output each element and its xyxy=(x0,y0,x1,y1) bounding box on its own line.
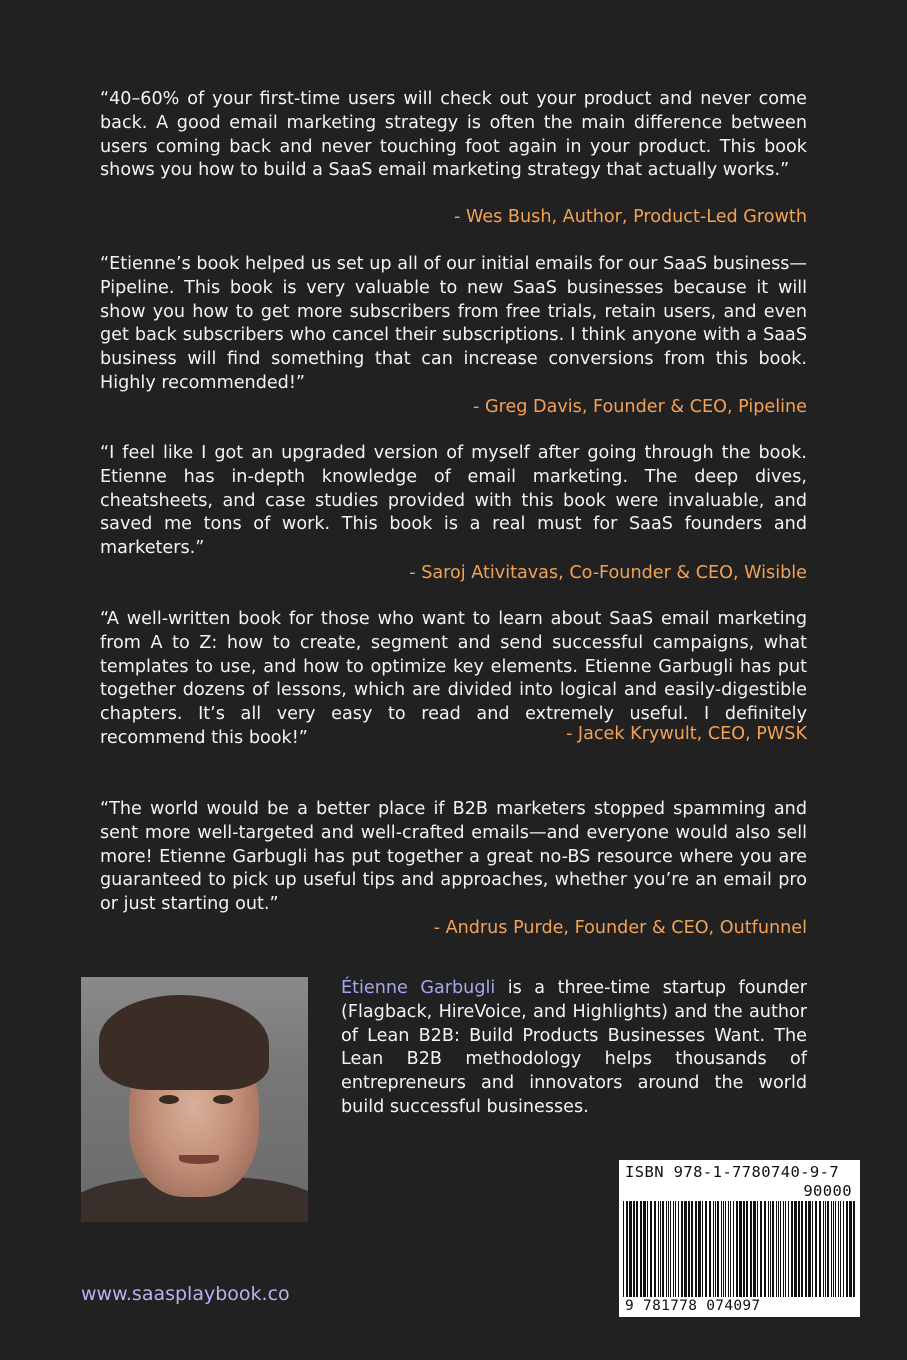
barcode-bar xyxy=(730,1201,731,1297)
testimonial-quote: “40–60% of your first-time users will check out your product and never come back. A good email marketing strategy is often the main difference between users coming back and never touching foot again in your product. This book shows you how to build a SaaS email marketing strategy that actually works.” xyxy=(100,89,807,181)
barcode-bar xyxy=(647,1201,648,1297)
barcode-bar xyxy=(666,1201,667,1297)
barcode-bar xyxy=(728,1201,729,1297)
barcode-bar xyxy=(702,1201,703,1297)
barcode-bar xyxy=(717,1201,719,1297)
barcode-bar xyxy=(643,1201,646,1297)
barcode-bars xyxy=(623,1201,856,1297)
price-code: 90000 xyxy=(803,1182,852,1200)
barcode-bar xyxy=(713,1201,714,1297)
barcode-bar xyxy=(654,1201,656,1297)
barcode-bar xyxy=(801,1201,803,1297)
barcode-bar xyxy=(753,1201,756,1297)
barcode-bar xyxy=(788,1201,789,1297)
barcode-bar xyxy=(678,1201,679,1297)
barcode-bar xyxy=(764,1201,766,1297)
author-bio-text: is a three-time startup founder (Flagback, HireVoice, and Highlights) and the author of Lean B2B: Build Products Businesses Want. The Lean B2B methodology helps thousands of entrepreneurs and innovators around the world build successful businesses. xyxy=(341,978,807,1117)
barcode-bar xyxy=(658,1201,659,1297)
barcode-bar xyxy=(805,1201,807,1297)
barcode-bar xyxy=(768,1201,769,1297)
barcode-bar xyxy=(785,1201,786,1297)
barcode-bar xyxy=(827,1201,829,1297)
barcode-bar xyxy=(698,1201,701,1297)
barcode-bar xyxy=(798,1201,800,1297)
author-photo xyxy=(81,977,308,1222)
barcode-bar xyxy=(650,1201,652,1297)
barcode-bar xyxy=(675,1201,676,1297)
testimonial-attribution: - Wes Bush, Author, Product-Led Growth xyxy=(454,207,807,227)
barcode-bar xyxy=(849,1201,852,1297)
barcode-bar xyxy=(721,1201,722,1297)
barcode-bar xyxy=(633,1201,635,1297)
barcode-bar xyxy=(843,1201,844,1297)
barcode-bar xyxy=(770,1201,771,1297)
barcode-bar xyxy=(725,1201,726,1297)
barcode-bar xyxy=(743,1201,745,1297)
barcode-bar xyxy=(739,1201,742,1297)
barcode-bar xyxy=(846,1201,848,1297)
barcode-bar xyxy=(833,1201,834,1297)
barcode-bar xyxy=(808,1201,811,1297)
isbn-barcode xyxy=(619,1160,860,1317)
barcode-bar xyxy=(668,1201,669,1297)
barcode-bar xyxy=(776,1201,777,1297)
barcode-bar xyxy=(812,1201,813,1297)
barcode-bar xyxy=(791,1201,793,1297)
barcode-bar xyxy=(780,1201,781,1297)
barcode-bar xyxy=(695,1201,697,1297)
barcode-bar xyxy=(840,1201,841,1297)
testimonial-quote: “A well-written book for those who want to learn about SaaS email marketing from A to Z: how to create, segment and send successful campaigns, what templates to use, and how to optimize key elements. Etienne Garbugli has put together dozens of lessons, which are divided into logical and easily-digestible chapters. It’s all very easy to read and extremely useful. I definitely recommend this book!” xyxy=(100,609,807,748)
testimonial-attribution: - Greg Davis, Founder & CEO, Pipeline xyxy=(473,397,807,417)
barcode-bar xyxy=(825,1201,826,1297)
barcode-bar xyxy=(823,1201,824,1297)
testimonial-attribution: - Saroj Ativitavas, Co-Founder & CEO, Wisible xyxy=(409,563,807,583)
barcode-bar xyxy=(794,1201,797,1297)
barcode-bar xyxy=(660,1201,661,1297)
barcode-bar xyxy=(681,1201,683,1297)
barcode-bar xyxy=(723,1201,724,1297)
barcode-bar xyxy=(815,1201,817,1297)
barcode-bar xyxy=(662,1201,664,1297)
barcode-bar xyxy=(778,1201,779,1297)
barcode-bar xyxy=(715,1201,716,1297)
barcode-bar xyxy=(733,1201,734,1297)
barcode-bar xyxy=(626,1201,628,1297)
barcode-bar xyxy=(838,1201,839,1297)
barcode-bar xyxy=(688,1201,690,1297)
barcode-bar xyxy=(835,1201,836,1297)
barcode-bar xyxy=(673,1201,674,1297)
barcode-bar xyxy=(640,1201,642,1297)
barcode-bar xyxy=(705,1201,707,1297)
testimonial-quote: “Etienne’s book helped us set up all of our initial emails for our SaaS business—Pipeline. This book is very valuable to new SaaS businesses because it will show you how to get more subscribers from free trials, retain users, and even get back subscribers who cancel their subscriptions. I think anyone with a SaaS business will find something that can increase conversions from this book. Highly recommended!” xyxy=(100,254,807,393)
barcode-bar xyxy=(819,1201,821,1297)
barcode-bar xyxy=(629,1201,632,1297)
author-bio xyxy=(341,977,807,1120)
testimonial-attribution: - Andrus Purde, Founder & CEO, Outfunnel xyxy=(433,918,807,938)
barcode-bar xyxy=(736,1201,738,1297)
barcode-digits: 9 781778 074097 xyxy=(625,1298,761,1314)
barcode-bar xyxy=(670,1201,671,1297)
barcode-bar xyxy=(760,1201,762,1297)
barcode-bar xyxy=(709,1201,711,1297)
barcode-bar xyxy=(757,1201,758,1297)
testimonial-quote: “I feel like I got an upgraded version of myself after going through the book. Etienne has in-depth knowledge of email marketing. The deep dives, cheatsheets, and case studies provided with this book were invaluable, and saved me tons of work. This book is a real must for SaaS founders and marketers.” xyxy=(100,443,807,559)
barcode-bar xyxy=(783,1201,784,1297)
barcode-bar xyxy=(746,1201,748,1297)
testimonial-attribution: - Jacek Krywult, CEO, PWSK xyxy=(565,724,807,744)
website-link[interactable]: www.saasplaybook.co xyxy=(81,1283,290,1305)
testimonial-quote: “The world would be a better place if B2B marketers stopped spamming and sent more well-targeted and well-crafted emails—and everyone would also sell more! Etienne Garbugli has put together a great no-BS resource where you are guaranteed to pick up useful tips and approaches, whether you’re an email pro or just starting out.” xyxy=(100,799,807,915)
barcode-bar xyxy=(691,1201,693,1297)
barcode-bar xyxy=(636,1201,638,1297)
barcode-bar xyxy=(831,1201,832,1297)
barcode-bar xyxy=(684,1201,687,1297)
author-name: Étienne Garbugli xyxy=(341,978,496,998)
barcode-bar xyxy=(623,1201,624,1297)
barcode-bar xyxy=(772,1201,774,1297)
isbn-text: ISBN 978-1-7780740-9-7 xyxy=(625,1163,840,1181)
barcode-bar xyxy=(853,1201,855,1297)
barcode-bar xyxy=(750,1201,752,1297)
